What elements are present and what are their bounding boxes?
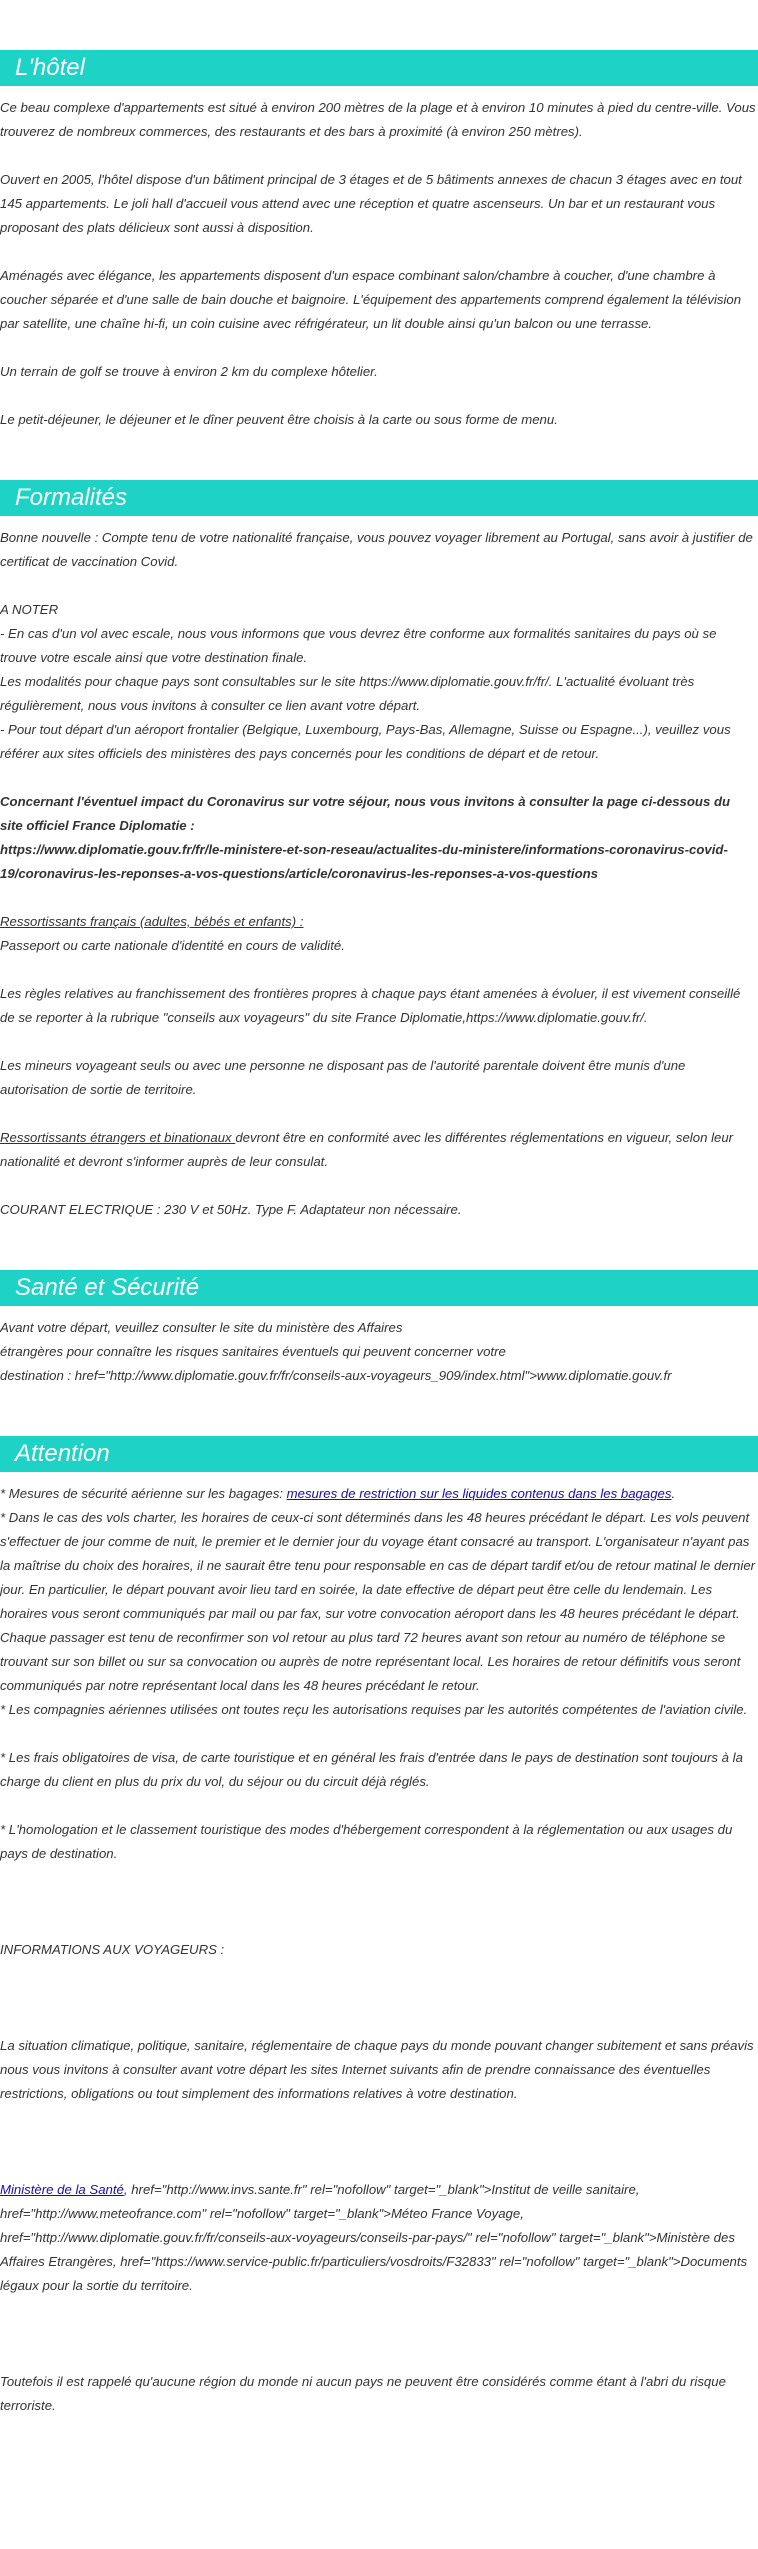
hotel-golf: Un terrain de golf se trouve à environ 2 km du complexe hôtelier.	[0, 364, 378, 379]
health-ministry-link[interactable]: Ministère de la Santé	[0, 2182, 124, 2197]
climate-line-1: La situation climatique, politique, sanitaire, réglementaire de chaque pays du monde pouvant changer subitement et sans préavis	[0, 2038, 754, 2053]
mandatory-fees: * Les frais obligatoires de visa, de carte touristique et en général les frais d'entrée dans le pays de destination sont toujours à la charge du client en plus du prix du vol, du séjour ou du circuit déjà réglés.	[0, 1750, 743, 1789]
formalites-title: Formalités	[0, 480, 758, 516]
border-rules: Les règles relatives au franchissement des frontières propres à chaque pays étant amenées à évoluer, il est vivement conseillé de se reporter à la rubrique "conseils aux voyageurs" du site France Diplomatie,https://www.diplomatie.gouv.fr/.	[0, 986, 741, 1025]
airlines-authorization: * Les compagnies aériennes utilisées ont toutes reçu les autorisations requises par les autorités compétentes de l'aviation civile.	[0, 1702, 748, 1717]
attention-title: Attention	[0, 1436, 758, 1472]
security-suffix: .	[671, 1486, 676, 1501]
attention-section	[0, 1436, 758, 2418]
official-links-text: , href="http://www.invs.sante.fr" rel="nofollow" target="_blank">Institut de veille sanitaire, href="http://www.meteofrance.com" rel="nofollow" target="_blank">Méteo France Voyage, href="http://www.diplomatie.gouv.fr/fr/conseils-aux-voyageurs/conseils-par-pays/" rel="nofollow" target="_blank">Ministère des Affaires Etrangères, href="https://www.service-public.fr/particuliers/vosdroits/F32833" rel="nofollow" target="_blank">Documents légaux pour la sortie du territoire.	[0, 2182, 748, 2293]
spacer	[0, 2322, 758, 2370]
security-prefix: * Mesures de sécurité aérienne sur les bagages:	[0, 1486, 287, 1501]
minors-rules: Les mineurs voyageant seuls ou avec une personne ne disposant pas de l'autorité parentale doivent être munis d'une autorisation de sortie de territoire.	[0, 1058, 686, 1097]
foreign-nationals-heading: Ressortissants étrangers et binationaux	[0, 1130, 236, 1145]
sante-line-1: Avant votre départ, veuillez consulter le site du ministère des Affaires	[0, 1320, 403, 1335]
sante-line-2: étrangères pour connaître les risques sanitaires éventuels qui peuvent concerner votre	[0, 1344, 506, 1359]
french-nationals-block	[0, 910, 758, 958]
foreign-nationals-text: devront être en conformité avec les différentes réglementations en vigueur, selon leur nationalité et devront s'informer auprès de leur consulat.	[0, 1130, 734, 1169]
spacer	[0, 1890, 758, 1938]
hotel-title: L'hôtel	[0, 50, 758, 86]
formalites-section	[0, 480, 758, 1222]
spacer	[0, 1986, 758, 2034]
climate-line-2: nous vous invitons à consulter avant votre départ les sites Internet suivants afin de prendre connaissance des éventuelles restrictions, obligations ou tout simplement des informations relatives à votre destination.	[0, 2062, 711, 2101]
covid-impact-text: Concernant l'éventuel impact du Coronavirus sur votre séjour, nous vous invitons à consulter la page ci-dessous du site officiel France Diplomatie :	[0, 794, 731, 833]
covid-good-news: Bonne nouvelle : Compte tenu de votre nationalité française, vous pouvez voyager librement au Portugal, sans avoir à justifier de certificat de vaccination Covid.	[0, 530, 753, 569]
foreign-nationals	[0, 1126, 758, 1174]
spacer	[0, 2130, 758, 2178]
electricity-info: COURANT ELECTRIQUE : 230 V et 50Hz. Type F. Adaptateur non nécessaire.	[0, 1202, 462, 1217]
note-block	[0, 598, 758, 766]
climate-block	[0, 2034, 758, 2106]
sante-title: Santé et Sécurité	[0, 1270, 758, 1306]
hotel-description: Ce beau complexe d'appartements est situé à environ 200 mètres de la plage et à environ 10 minutes à pied du centre-ville. Vous trouverez de nombreux commerces, des restaurants et des bars à proximité (à environ 250 mètres).	[0, 100, 756, 139]
french-nationals-text: Passeport ou carte nationale d'identité en cours de validité.	[0, 938, 345, 953]
liquids-restriction-link[interactable]: mesures de restriction sur les liquides contenus dans les bagages	[286, 1486, 672, 1501]
security-measures	[0, 1482, 756, 1506]
hotel-meals: Le petit-déjeuner, le déjeuner et le dîner peuvent être choisis à la carte ou sous forme de menu.	[0, 412, 558, 427]
sante-section	[0, 1270, 758, 1388]
info-travellers-heading: INFORMATIONS AUX VOYAGEURS :	[0, 1942, 225, 1957]
french-nationals-heading: Ressortissants français (adultes, bébés et enfants) :	[0, 914, 304, 929]
accommodation-classification: * L'homologation et le classement touristique des modes d'hébergement correspondent à la réglementation ou aux usages du pays de destination.	[0, 1822, 733, 1861]
sante-line-3: destination : href="http://www.diplomatie.gouv.fr/fr/conseils-aux-voyageurs_909/index.html">www.diplomatie.gouv.fr	[0, 1368, 672, 1383]
note-heading: A NOTER	[0, 602, 59, 617]
hotel-section	[0, 50, 758, 432]
note-modalities: Les modalités pour chaque pays sont consultables sur le site https://www.diplomatie.gouv.fr/fr/. L'actualité évoluant très régulièrement, nous vous invitons à consulter ce lien avant votre départ.	[0, 674, 695, 713]
hotel-building: Ouvert en 2005, l'hôtel dispose d'un bâtiment principal de 3 étages et de 5 bâtiments annexes de chacun 3 étages avec en tout 145 appartements. Le joli hall d'accueil vous attend avec une réception et quatre ascenseurs. Un bar et un restaurant vous proposant des plats délicieux sont aussi à disposition.	[0, 172, 742, 235]
attention-block	[0, 1482, 758, 1722]
official-links	[0, 2178, 758, 2298]
note-stopover: - En cas d'un vol avec escale, nous vous informons que vous devrez être conforme aux formalités sanitaires du pays où se trouve votre escale ainsi que votre destination finale.	[0, 626, 717, 665]
charter-flights: * Dans le cas des vols charter, les horaires de ceux-ci sont déterminés dans les 48 heures précédant le départ. Les vols peuvent s'effectuer de jour comme de nuit, le premier et le dernier jour du voyage étant consacré au transport. L'organisateur n'ayant pas la maîtrise du choix des horaires, il ne saurait être tenu pour responsable en cas de départ tardif et/ou de retour matinal le dernier jour. En particulier, le départ pouvant avoir lieu tard en soirée, la date effective de départ peut être celle du lendemain. Les horaires vous seront communiqués par mail ou par fax, sur votre convocation aéroport dans les 48 heures précédant le départ. Chaque passager est tenu de reconfirmer son vol retour au plus tard 72 heures avant son retour au numéro de téléphone se trouvant sur son billet ou sur sa convocation ou auprès de notre représentant local. Les horaires de retour définitifs vous seront communiqués par notre représentant local dans les 48 heures précédant le retour.	[0, 1510, 756, 1693]
covid-impact-url: https://www.diplomatie.gouv.fr/fr/le-ministere-et-son-reseau/actualites-du-ministere/informations-coronavirus-covid-19/coronavirus-les-reponses-a-vos-questions/article/coronavirus-les-reponses-a-vos-questions	[0, 842, 728, 881]
sante-text	[0, 1316, 758, 1388]
note-border-airport: - Pour tout départ d'un aéroport frontalier (Belgique, Luxembourg, Pays-Bas, Allemagne, Suisse ou Espagne...), veuillez vous référer aux sites officiels des ministères des pays concernés pour les conditions de départ et de retour.	[0, 722, 731, 761]
covid-impact-block	[0, 790, 758, 886]
terrorism-notice: Toutefois il est rappelé qu'aucune région du monde ni aucun pays ne peuvent être considérés comme étant à l'abri du risque terroriste.	[0, 2374, 726, 2413]
hotel-apartments: Aménagés avec élégance, les appartements disposent d'un espace combinant salon/chambre à coucher, d'une chambre à coucher séparée et d'une salle de bain douche et baignoire. L'équipement des appartements comprend également la télévision par satellite, une chaîne hi-fi, un coin cuisine avec réfrigérateur, un lit double ainsi qu'un balcon ou une terrasse.	[0, 268, 742, 331]
